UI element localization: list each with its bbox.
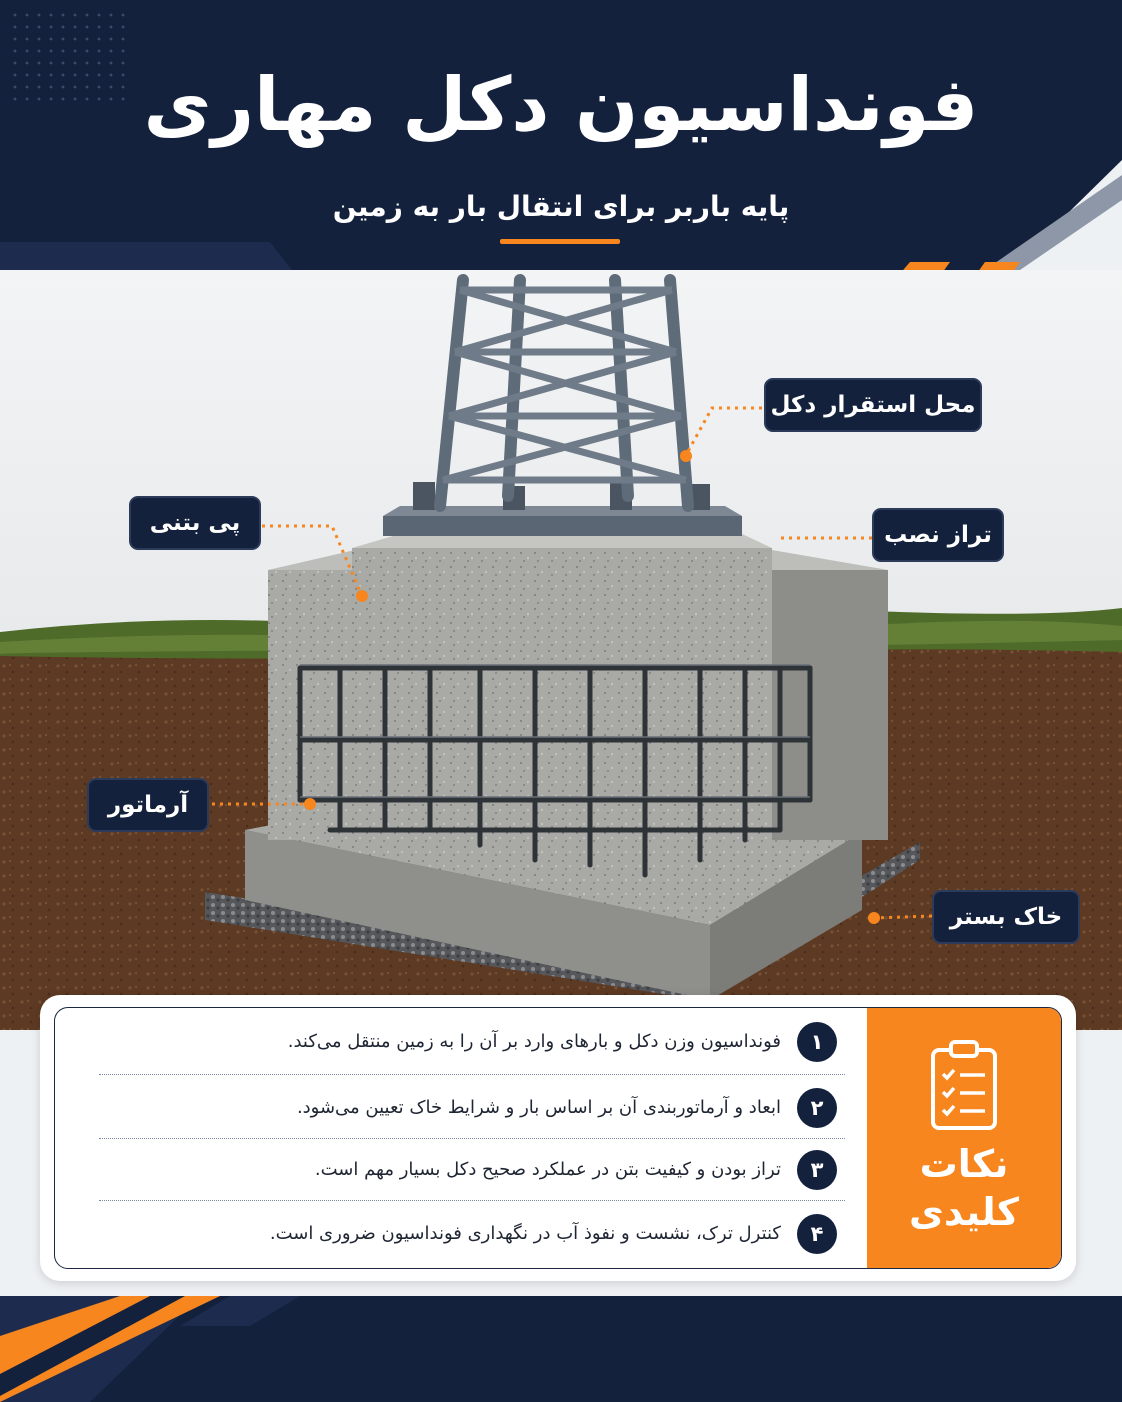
callout-leveling: تراز نصب — [872, 508, 1004, 562]
clipboard-checklist-icon — [867, 1028, 1061, 1148]
key-points-title: نکات کلیدی — [909, 1142, 1019, 1234]
key-point-number: ۲ — [797, 1088, 837, 1128]
key-points-card — [40, 995, 1076, 1281]
callout-rebar: آرماتور — [87, 778, 209, 832]
callout-tower-seat: محل استقرار دکل — [764, 378, 982, 432]
subtitle-underline — [500, 239, 620, 244]
key-point-item — [55, 1010, 855, 1072]
divider — [99, 1074, 845, 1075]
callout-bedding-soil: خاک بستر — [932, 890, 1080, 944]
key-point-text: فونداسیون وزن دکل و بارهای وارد بر آن را به زمین منتقل می‌کند. — [287, 1030, 781, 1052]
page-title: فونداسیون دکل مهاری — [143, 62, 979, 148]
key-point-text: ابعاد و آرماتوربندی آن بر اساس بار و شرایط خاک تعیین می‌شود. — [296, 1096, 781, 1118]
key-point-item — [55, 1076, 855, 1138]
key-point-number: ۴ — [797, 1214, 837, 1254]
key-points-header — [867, 1008, 1061, 1269]
key-point-number: ۱ — [797, 1022, 837, 1062]
footer — [0, 1296, 1122, 1402]
foundation-illustration — [0, 270, 1122, 1030]
footer-background — [0, 1296, 1122, 1402]
key-point-item — [55, 1202, 855, 1264]
callout-concrete-footing: پی بتنی — [129, 496, 261, 550]
key-points-frame — [54, 1007, 1062, 1269]
key-point-text: تراز بودن و کیفیت بتن در عملکرد صحیح دکل بسیار مهم است. — [314, 1158, 781, 1180]
header — [0, 0, 1122, 285]
divider — [99, 1200, 845, 1201]
key-point-item — [55, 1138, 855, 1200]
key-point-text: کنترل ترک، نشست و نفوذ آب در نگهداری فونداسیون ضروری است. — [269, 1222, 781, 1244]
page-subtitle: پایه باربر برای انتقال بار به زمین — [332, 190, 790, 223]
key-point-number: ۳ — [797, 1150, 837, 1190]
